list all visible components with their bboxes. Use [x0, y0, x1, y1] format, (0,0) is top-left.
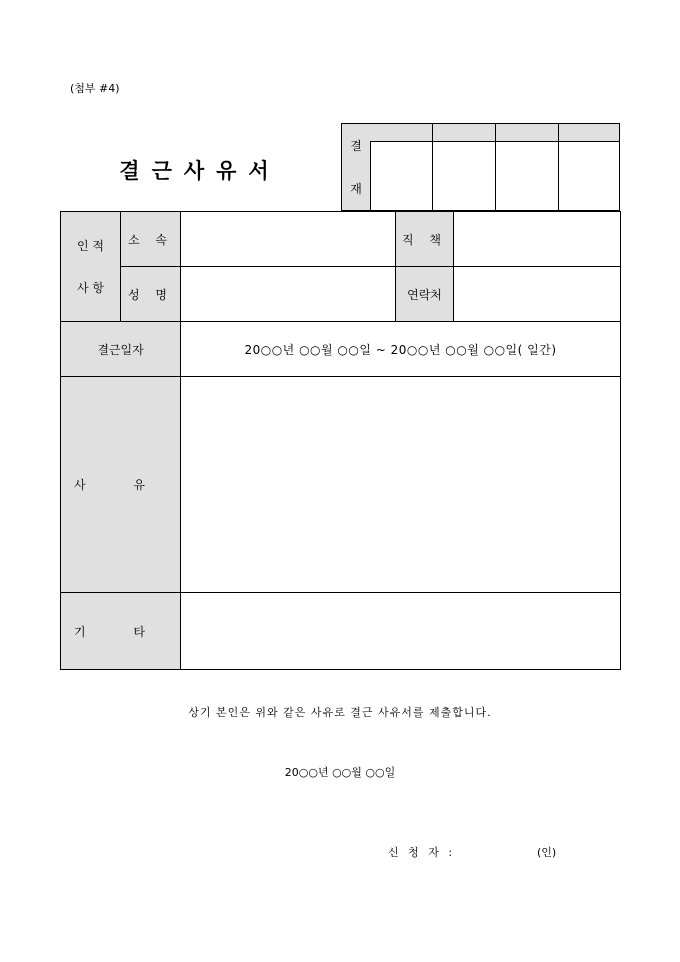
attachment-label: (첨부 #4) [70, 82, 120, 95]
approval-box [341, 123, 620, 211]
approval-sign-cell[interactable] [558, 124, 559, 210]
reason-field[interactable] [181, 377, 621, 593]
etc-label: 기 타 [61, 593, 181, 670]
approval-label [342, 124, 371, 210]
position-label: 직 책 [396, 212, 454, 267]
personal-info-line2: 사 항 [77, 280, 104, 295]
personal-info-header [61, 212, 121, 322]
position-field[interactable] [454, 212, 621, 267]
document-title: 결근사유서 [119, 159, 281, 183]
applicant-label: 신 청 자 : [388, 846, 456, 859]
submission-statement: 상기 본인은 위와 같은 사유로 결근 사유서를 제출합니다. [188, 706, 492, 719]
contact-field[interactable] [454, 267, 621, 322]
approval-sign-cell[interactable] [432, 124, 433, 210]
approval-label-top: 결 [350, 139, 362, 153]
seal-mark: (인) [537, 846, 557, 859]
contact-label: 연락처 [396, 267, 454, 322]
personal-info-line1: 인 적 [77, 238, 104, 253]
affiliation-label: 소 속 [121, 212, 181, 267]
name-label: 성 명 [121, 267, 181, 322]
approval-sign-cell[interactable] [495, 124, 496, 210]
affiliation-field[interactable] [181, 212, 396, 267]
absence-form-table [60, 211, 621, 670]
submission-date[interactable]: 20○○년 ○○월 ○○일 [284, 766, 396, 779]
absence-date-label: 결근일자 [61, 322, 181, 377]
absence-period-field[interactable]: 20○○년 ○○월 ○○일 ~ 20○○년 ○○월 ○○일( 일간) [181, 322, 621, 377]
name-field[interactable] [181, 267, 396, 322]
approval-label-bottom: 재 [350, 182, 362, 196]
reason-label: 사 유 [61, 377, 181, 593]
etc-field[interactable] [181, 593, 621, 670]
